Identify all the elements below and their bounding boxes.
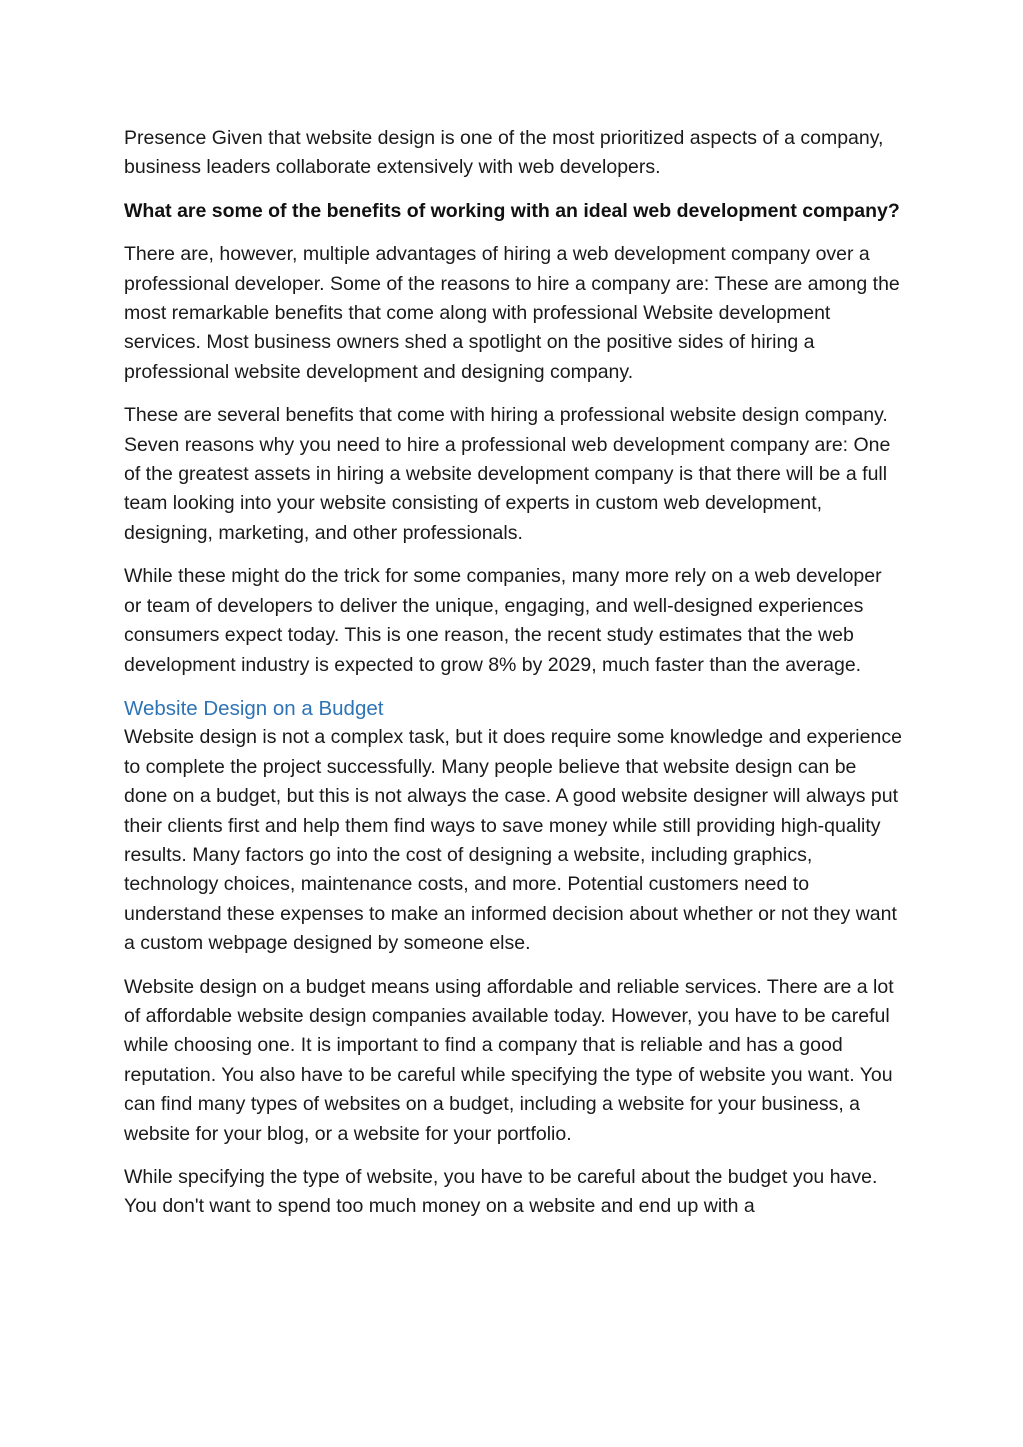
affordable-services-paragraph: Website design on a budget means using affordable and reliable services. There are a lot of affordable website design companies available today. However, you have to be careful while choosing one. It is important to find a company that is reliable and has a good reputation. You also have to be careful while specifying the type of website you want. You can find many types of websites on a budget, including a website for your business, a website for your blog, or a website for your portfolio. — [124, 975, 894, 1145]
benefits-paragraph: These are several benefits that come with hiring a professional website design company. Seven reasons why you need to hire a professional web development company are: One of the greatest assets in hiring a website development company is that there will be a full team looking into your website consisting of experts in custom web development, designing, marketing, and other professionals. — [124, 404, 891, 544]
intro-paragraph: Presence Given that website design is one of the most prioritized aspects of a company, business leaders collaborate extensively with web developers. — [124, 127, 884, 179]
benefits-question-heading: What are some of the benefits of working with an ideal web development company? — [124, 199, 900, 222]
budget-intro-paragraph: Website design is not a complex task, but it does require some knowledge and experience to complete the project successfully. Many people believe that website design can be done on a budget, but this is not always the case. A good website designer will always put their clients first and help them find ways to save money while still providing high-quality results. Many factors go into the cost of designing a website, including graphics, technology choices, maintenance costs, and more. Potential customers need to understand these expenses to make an informed decision about whether or not they want a custom webpage designed by someone else. — [124, 726, 902, 955]
advantages-paragraph: There are, however, multiple advantages of hiring a web development company over a professional developer. Some of the reasons to hire a company are: These are among the most remarkable benefits that come along with professional Website development services. Most business owners shed a spotlight on the positive sides of hiring a professional website development and designing company. — [124, 243, 900, 383]
document-page — [124, 124, 904, 1236]
budget-section-heading: Website Design on a Budget — [124, 696, 384, 720]
industry-growth-paragraph: While these might do the trick for some companies, many more rely on a web developer or team of developers to deliver the unique, engaging, and well-designed experiences consumers expect today. This is one reason, the recent study estimates that the web development industry is expected to grow 8% by 2029, much faster than the average. — [124, 565, 882, 676]
budget-caution-paragraph: While specifying the type of website, you have to be careful about the budget you have. You don't want to spend too much money on a website and end up with a — [124, 1166, 878, 1218]
